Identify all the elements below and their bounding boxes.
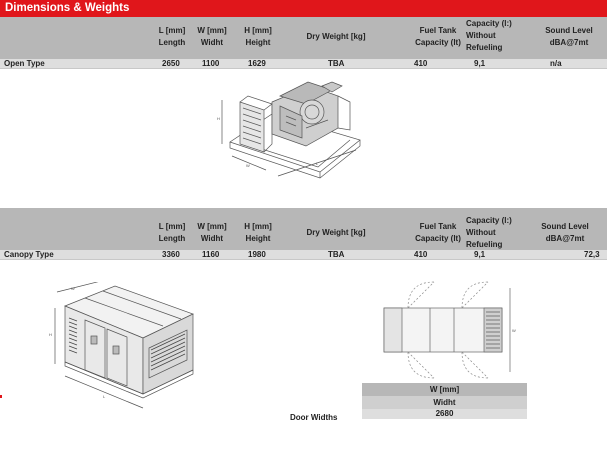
header-height: H [mm] Height: [244, 222, 272, 243]
cell-width: 1100: [202, 59, 220, 68]
header-width: W [mm] Widht: [197, 26, 227, 47]
canopy-top-view-drawing: [370, 280, 530, 380]
svg-text:H: H: [217, 116, 220, 121]
cell-capacity: 9,1: [474, 59, 486, 68]
cell-dry-weight: TBA: [328, 59, 345, 68]
cell-height: 1629: [248, 59, 266, 68]
cell-fuel-tank: 410: [414, 59, 428, 68]
svg-text:W: W: [71, 286, 75, 291]
open-type-table: [0, 17, 607, 69]
cell-height: 1980: [248, 250, 266, 259]
header-sound-level: Sound Level dBA@7mt: [541, 222, 589, 243]
svg-text:W: W: [246, 163, 250, 168]
header-length: L [mm] Length: [158, 222, 186, 243]
svg-text:L: L: [103, 394, 106, 399]
table-row: [0, 59, 607, 69]
table-header: [0, 17, 607, 59]
svg-text:H: H: [49, 332, 52, 337]
header-fuel-tank: Fuel Tank Capacity (lt): [415, 222, 461, 243]
door-header-unit: W [mm]: [362, 383, 527, 396]
cell-capacity: 9,1: [474, 250, 486, 259]
header-dry-weight: Dry Weight [kg]: [306, 228, 366, 237]
header-sound-level: Sound Level dBA@7mt: [545, 26, 593, 47]
cell-fuel-tank: 410: [414, 250, 428, 259]
cell-width: 1160: [202, 250, 220, 259]
canopy-type-table: [0, 208, 607, 260]
page-edge-mark: [0, 395, 2, 398]
cell-sound-level: n/a: [550, 59, 562, 68]
header-height: H [mm] Height: [244, 26, 272, 47]
door-header-label: Widht: [362, 396, 527, 409]
door-widths-table: [362, 383, 527, 419]
door-widths-label: Door Widths: [290, 413, 338, 422]
header-width: W [mm] Widht: [197, 222, 227, 243]
header-capacity: Capacity (l:) Without Refueling: [466, 216, 512, 249]
header-length: L [mm] Length: [158, 26, 186, 47]
cell-sound-level: 72,3: [584, 250, 600, 259]
open-type-generator-drawing: [210, 72, 370, 187]
cell-length: 3360: [162, 250, 180, 259]
section-title: Dimensions & Weights: [0, 0, 607, 17]
row-label: Canopy Type: [4, 250, 54, 259]
cell-dry-weight: TBA: [328, 250, 345, 259]
cell-length: 2650: [162, 59, 180, 68]
table-row: [0, 250, 607, 260]
header-fuel-tank: Fuel Tank Capacity (lt): [415, 26, 461, 47]
header-dry-weight: Dry Weight [kg]: [306, 32, 366, 41]
door-width-value: 2680: [362, 409, 527, 419]
row-label: Open Type: [4, 59, 45, 68]
table-header: [0, 208, 607, 250]
header-capacity: Capacity (l:) Without Refueling: [466, 19, 512, 52]
canopy-generator-drawing: [45, 282, 205, 417]
svg-text:W: W: [512, 328, 516, 333]
svg-text:L: L: [316, 161, 319, 166]
